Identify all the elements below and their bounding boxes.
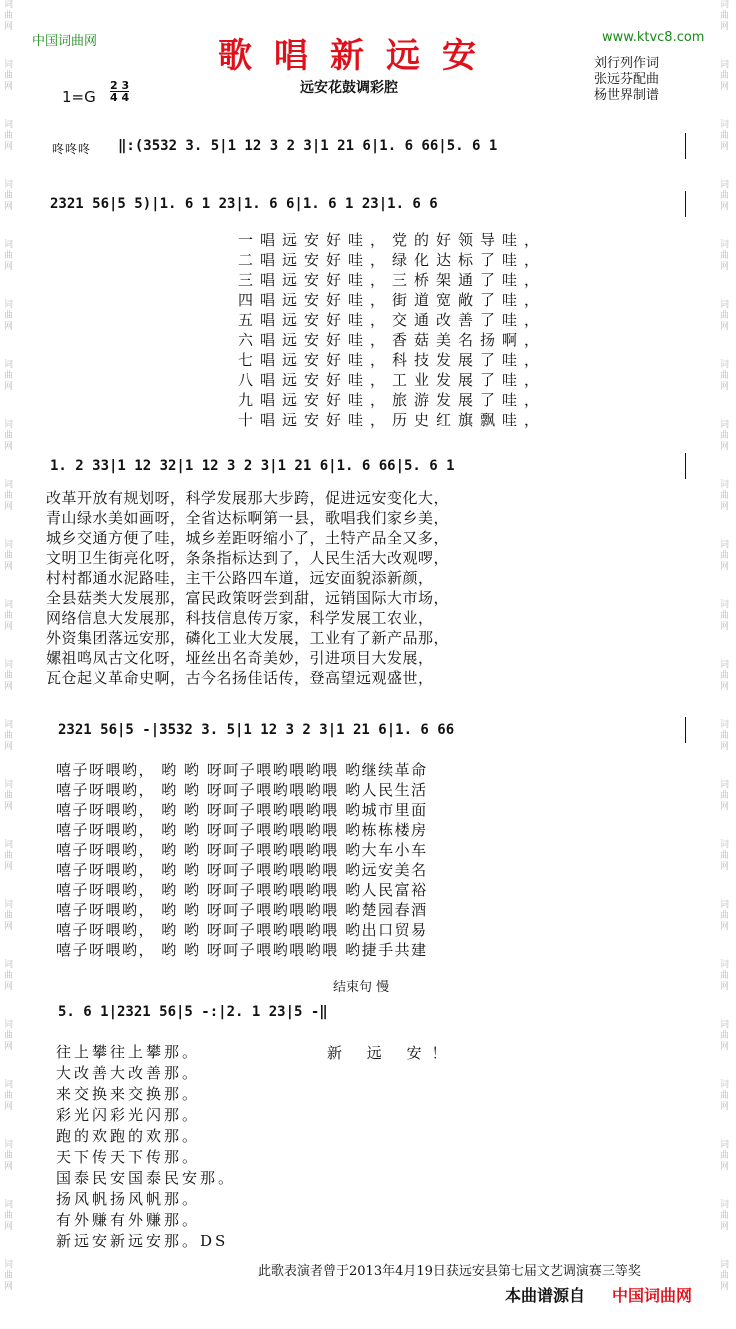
watermark-char: 词 [4,60,14,70]
watermark-text [4,480,18,540]
watermark-char: 曲 [720,431,730,441]
verse-line: 六唱远安好哇，香菇美名扬啊， [238,331,547,349]
watermark-char: 网 [720,922,730,932]
watermark-char: 词 [4,1080,14,1090]
verse-line: 改革开放有规划呀，科学发展那大步跨，促进远安变化大， [46,489,450,507]
watermark-char: 词 [4,960,14,970]
barline [685,191,686,217]
time-signature [110,80,129,103]
verse-line: 村村都通水泥路哇，主干公路四车道，远安面貌添新颜， [46,569,434,587]
watermark-char: 网 [720,622,730,632]
watermark-char: 网 [4,382,14,392]
watermark-char: 网 [720,1222,730,1232]
watermark-char: 网 [720,982,730,992]
watermark-char: 词 [4,1260,14,1270]
watermark-char: 曲 [720,1271,730,1281]
watermark-text [4,660,18,720]
verse-line: 往上攀往上攀那。 [56,1043,201,1061]
watermark-text [4,600,18,660]
watermark-text [4,420,18,480]
verses-d [56,1042,316,1252]
watermark-char: 词 [720,540,730,550]
watermark-char: 曲 [4,1211,14,1221]
intro-lyric: 咚咚咚 [52,142,92,156]
meter-bottom: 4 4 [110,91,130,104]
verse-line: 彩光闪彩光闪那。 [56,1106,201,1124]
watermark-char: 词 [720,60,730,70]
watermark-left [4,0,18,1320]
watermark-char: 网 [4,142,14,152]
watermark-text [720,1080,734,1140]
score-line-1: ‖:(3532 3. 5|1 12 3 2 3|1 21 6|1. 6 66|5. 6 1 [118,138,498,154]
watermark-char: 词 [720,720,730,730]
watermark-text [720,900,734,960]
watermark-char: 词 [4,900,14,910]
watermark-text [4,840,18,900]
watermark-char: 网 [720,1102,730,1112]
watermark-char: 网 [720,262,730,272]
watermark-char: 词 [4,1020,14,1030]
watermark-char: 网 [4,262,14,272]
source-label: 本曲谱源自 [505,1286,586,1305]
watermark-char: 词 [4,840,14,850]
watermark-char: 词 [720,360,730,370]
watermark-char: 曲 [720,551,730,561]
watermark-char: 词 [720,0,730,10]
credits [594,56,659,104]
watermark-char: 词 [720,420,730,430]
watermark-text [720,1260,734,1320]
verse-line: 网络信息大发展那，科技信息传万家，科学发展工农业， [46,609,434,627]
verse-line: 嘻子呀喂哟， 哟 哟 呀呵子喂哟喂哟喂 哟人民富裕 [56,881,428,899]
watermark-char: 词 [720,240,730,250]
watermark-text [4,120,18,180]
watermark-char: 曲 [4,1031,14,1041]
watermark-char: 曲 [4,1271,14,1281]
verse-line: 嘻子呀喂哟， 哟 哟 呀呵子喂哟喂哟喂 哟楚园春酒 [56,901,428,919]
watermark-char: 网 [720,862,730,872]
watermark-char: 曲 [4,191,14,201]
score-line-3: 1. 2 33|1 12 32|1 12 3 2 3|1 21 6|1. 6 66|5. 6 1 [50,458,455,474]
watermark-char: 词 [4,660,14,670]
watermark-text [720,780,734,840]
watermark-char: 曲 [4,791,14,801]
watermark-text [4,780,18,840]
watermark-char: 网 [720,22,730,32]
source-site-link[interactable]: 中国词曲网 [612,1286,693,1305]
watermark-char: 网 [4,922,14,932]
watermark-right [720,0,734,1320]
score-line-4: 2321 56|5 -|3532 3. 5|1 12 3 2 3|1 21 6|1. 6 66 [58,722,455,738]
verse-line: 三唱远安好哇，三桥架通了哇， [238,271,547,289]
watermark-char: 词 [4,0,14,10]
verse-line: 扬风帆扬风帆那。 [56,1190,201,1208]
verse-line: 跑的欢跑的欢那。 [56,1127,201,1145]
watermark-char: 曲 [4,971,14,981]
watermark-char: 网 [720,82,730,92]
verse-line: 瓦仓起义革命史啊，古今名扬佳话传，登高望远观盛世， [46,669,434,687]
barline [685,453,686,479]
watermark-text [720,300,734,360]
verses-c [56,760,696,960]
watermark-char: 网 [720,742,730,752]
watermark-char: 曲 [720,251,730,261]
watermark-char: 曲 [4,731,14,741]
watermark-char: 网 [4,742,14,752]
verse-line: 天下传天下传那。 [56,1148,201,1166]
barline [685,133,686,159]
score-line-2: 2321 56|5 5)|1. 6 1 23|1. 6 6|1. 6 1 23|1. 6 6 [50,196,438,212]
watermark-char: 网 [720,562,730,572]
watermark-text [4,360,18,420]
watermark-char: 曲 [4,911,14,921]
verse-line: 嘻子呀喂哟， 哟 哟 呀呵子喂哟喂哟喂 哟远安美名 [56,861,428,879]
watermark-char: 曲 [4,491,14,501]
verse-line: 嘻子呀喂哟， 哟 哟 呀呵子喂哟喂哟喂 哟栋栋楼房 [56,821,428,839]
watermark-char: 网 [4,562,14,572]
watermark-text [4,1020,18,1080]
watermark-char: 词 [720,780,730,790]
watermark-text [720,420,734,480]
watermark-char: 曲 [720,1151,730,1161]
watermark-text [4,0,18,60]
verse-line: 八唱远安好哇，工业发展了哇， [238,371,547,389]
watermark-char: 词 [720,1260,730,1270]
watermark-char: 词 [4,120,14,130]
watermark-char: 网 [4,502,14,512]
verse-line: 十唱远安好哇，历史红旗飘哇， [238,411,547,429]
key-signature: 1=G [62,88,96,106]
watermark-char: 网 [720,1282,730,1292]
verse-line: 二唱远安好哇，绿化达标了哇， [238,251,547,269]
award-note: 此歌表演者曾于2013年4月19日获远安县第七届文艺调演赛三等奖 [258,1264,641,1279]
watermark-text [720,840,734,900]
verse-line: 文明卫生街亮化呀，条条指标达到了，人民生活大改观啰， [46,549,450,567]
watermark-char: 网 [720,1162,730,1172]
verse-line: 九唱远安好哇，旅游发展了哇， [238,391,547,409]
verse-line: 国泰民安国泰民安那。 [56,1169,237,1187]
watermark-char: 曲 [4,431,14,441]
watermark-char: 曲 [720,851,730,861]
watermark-text [720,360,734,420]
watermark-char: 网 [720,442,730,452]
ending-final-lyric: 新 远 安！ [327,1044,457,1062]
watermark-text [720,0,734,60]
watermark-text [720,1200,734,1260]
watermark-char: 曲 [720,191,730,201]
verse-line: 青山绿水美如画呀，全省达标啊第一县，歌唱我们家乡美， [46,509,450,527]
watermark-char: 曲 [4,11,14,21]
watermark-text [720,540,734,600]
site-url[interactable]: www.ktvc8.com [602,30,705,45]
verse-line: 五唱远安好哇，交通改善了哇， [238,311,547,329]
watermark-char: 曲 [720,611,730,621]
watermark-char: 词 [4,420,14,430]
song-subtitle: 远安花鼓调彩腔 [300,80,398,96]
watermark-char: 网 [720,382,730,392]
watermark-text [4,60,18,120]
verse-line: 新远安新远安那。DS [56,1232,229,1250]
verses-b [46,488,696,688]
watermark-char: 曲 [4,1091,14,1101]
watermark-char: 曲 [4,371,14,381]
watermark-char: 词 [720,1140,730,1150]
watermark-char: 词 [4,780,14,790]
watermark-char: 网 [720,142,730,152]
watermark-char: 曲 [4,611,14,621]
watermark-char: 词 [720,180,730,190]
watermark-char: 网 [720,202,730,212]
watermark-text [4,960,18,1020]
watermark-char: 曲 [720,491,730,501]
verse-line: 全县菇类大发展那，富民政策呀尝到甜，远销国际大市场， [46,589,450,607]
watermark-char: 网 [720,1042,730,1052]
watermark-char: 曲 [720,671,730,681]
verse-line: 有外赚有外赚那。 [56,1211,201,1229]
watermark-text [720,660,734,720]
watermark-char: 词 [720,480,730,490]
watermark-char: 词 [4,480,14,490]
watermark-char: 网 [4,322,14,332]
verse-line: 嘻子呀喂哟， 哟 哟 呀呵子喂哟喂哟喂 哟城市里面 [56,801,428,819]
watermark-char: 网 [4,202,14,212]
watermark-char: 词 [720,1020,730,1030]
watermark-text [720,240,734,300]
watermark-char: 网 [720,322,730,332]
verse-line: 一唱远安好哇，党的好领导哇， [238,231,547,249]
watermark-char: 网 [4,82,14,92]
watermark-char: 网 [4,682,14,692]
verse-line: 大改善大改善那。 [56,1064,201,1082]
watermark-char: 网 [4,1282,14,1292]
verse-line: 嫘祖鸣凤古文化呀，垭丝出名奇美妙，引进项目大发展， [46,649,434,667]
watermark-text [4,540,18,600]
watermark-char: 网 [4,442,14,452]
ending-mark: 结束句 慢 [333,980,390,995]
watermark-char: 网 [4,1222,14,1232]
watermark-char: 词 [4,720,14,730]
watermark-char: 曲 [4,851,14,861]
watermark-text [720,480,734,540]
watermark-char: 词 [720,900,730,910]
watermark-text [4,1140,18,1200]
verse-line: 嘻子呀喂哟， 哟 哟 呀呵子喂哟喂哟喂 哟大车小车 [56,841,428,859]
verse-line: 嘻子呀喂哟， 哟 哟 呀呵子喂哟喂哟喂 哟捷手共建 [56,941,428,959]
watermark-text [720,1020,734,1080]
watermark-char: 网 [720,502,730,512]
transcriber: 杨世界制谱 [594,88,660,103]
watermark-char: 曲 [720,731,730,741]
verse-line: 外资集团落远安那，磷化工业大发展，工业有了新产品那， [46,629,450,647]
watermark-char: 网 [4,802,14,812]
watermark-text [4,1200,18,1260]
watermark-char: 网 [4,1042,14,1052]
verses-a [238,230,688,430]
verse-line: 七唱远安好哇，科技发展了哇， [238,351,547,369]
watermark-char: 曲 [720,791,730,801]
verse-line: 四唱远安好哇，街道宽敞了哇， [238,291,547,309]
watermark-char: 网 [4,1162,14,1172]
watermark-char: 曲 [720,71,730,81]
watermark-text [720,720,734,780]
watermark-char: 曲 [720,971,730,981]
watermark-text [720,1140,734,1200]
watermark-char: 词 [720,840,730,850]
watermark-char: 曲 [720,11,730,21]
watermark-text [4,1080,18,1140]
watermark-char: 词 [4,360,14,370]
watermark-char: 词 [4,240,14,250]
watermark-text [720,180,734,240]
watermark-char: 词 [720,300,730,310]
composer: 张远芬配曲 [594,72,660,87]
watermark-char: 曲 [4,311,14,321]
watermark-text [720,120,734,180]
watermark-char: 词 [4,540,14,550]
watermark-char: 曲 [720,1211,730,1221]
watermark-char: 词 [720,1200,730,1210]
watermark-char: 网 [4,622,14,632]
watermark-text [4,240,18,300]
watermark-char: 词 [4,1200,14,1210]
watermark-char: 曲 [4,71,14,81]
verse-line: 嘻子呀喂哟， 哟 哟 呀呵子喂哟喂哟喂 哟出口贸易 [56,921,428,939]
watermark-text [720,60,734,120]
watermark-char: 词 [4,1140,14,1150]
watermark-char: 网 [720,682,730,692]
watermark-char: 曲 [4,671,14,681]
watermark-char: 曲 [720,311,730,321]
score-line-5: 5. 6 1|2321 56|5 -:|2. 1 23|5 -‖ [58,1004,328,1020]
site-name[interactable]: 中国词曲网 [32,34,98,49]
watermark-char: 词 [720,960,730,970]
watermark-char: 曲 [720,911,730,921]
watermark-text [720,600,734,660]
watermark-char: 曲 [720,1091,730,1101]
watermark-text [4,300,18,360]
watermark-char: 词 [4,300,14,310]
lyricist: 刘行列作词 [594,56,660,71]
watermark-text [4,900,18,960]
watermark-char: 词 [720,600,730,610]
watermark-text [4,720,18,780]
watermark-char: 词 [4,600,14,610]
watermark-char: 网 [720,802,730,812]
watermark-char: 曲 [720,131,730,141]
watermark-text [4,180,18,240]
watermark-char: 曲 [4,131,14,141]
watermark-char: 曲 [4,251,14,261]
watermark-char: 曲 [4,1151,14,1161]
meter-top: 2 3 [110,79,130,92]
watermark-char: 网 [4,22,14,32]
watermark-char: 网 [4,862,14,872]
watermark-text [720,960,734,1020]
watermark-text [4,1260,18,1320]
verse-line: 城乡交通方便了哇，城乡差距呀缩小了，土特产品全又多， [46,529,450,547]
watermark-char: 词 [4,180,14,190]
song-title: 歌唱新远安 [218,36,498,76]
watermark-char: 网 [4,1102,14,1112]
watermark-char: 词 [720,1080,730,1090]
barline [685,717,686,743]
watermark-char: 曲 [4,551,14,561]
watermark-char: 词 [720,120,730,130]
watermark-char: 网 [4,982,14,992]
watermark-char: 曲 [720,371,730,381]
watermark-char: 曲 [720,1031,730,1041]
verse-line: 嘻子呀喂哟， 哟 哟 呀呵子喂哟喂哟喂 哟人民生活 [56,781,428,799]
verse-line: 来交换来交换那。 [56,1085,201,1103]
watermark-char: 词 [720,660,730,670]
verse-line: 嘻子呀喂哟， 哟 哟 呀呵子喂哟喂哟喂 哟继续革命 [56,761,428,779]
